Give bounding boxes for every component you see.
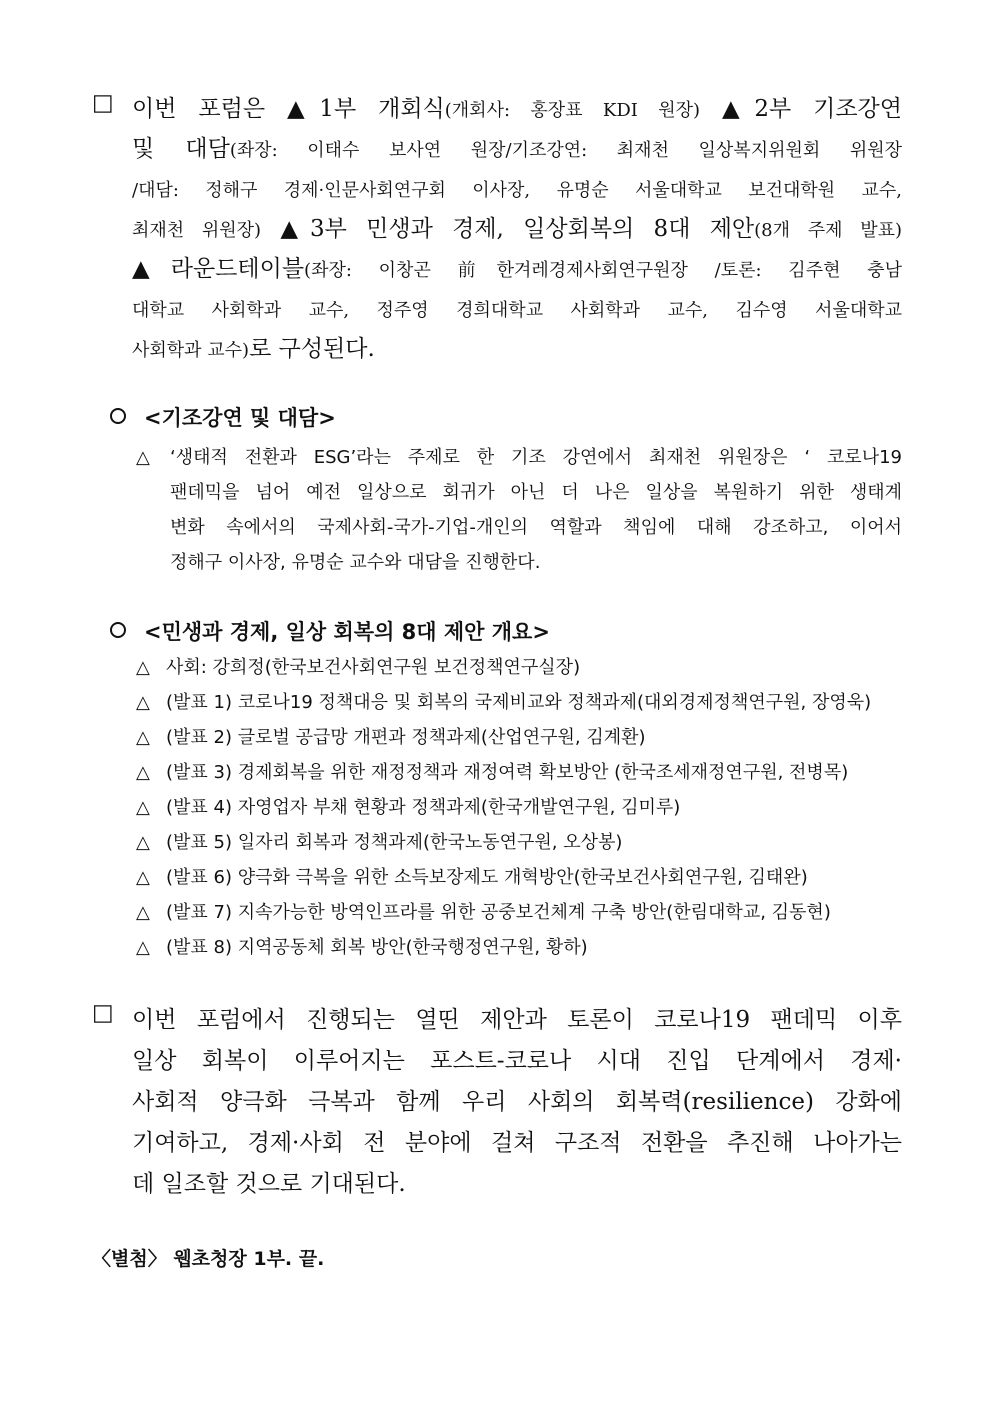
paragraph-line: /대담: 정해구 경제·인문사회연구회 이사장, 유명순 서울대학교 보건대학원 교수,: [132, 180, 902, 201]
paragraph-line: 사회학과 교수)로 구성된다.: [132, 336, 375, 362]
list-item: △ (발표 3) 경제회복을 위한 재정정책과 재정여력 확보방안 (한국조세재정연구원, 전병목): [136, 755, 902, 790]
triangle-bullet-icon: △: [136, 692, 150, 713]
circle-bullet-icon: [110, 622, 126, 638]
paragraph-line: 이번 포럼은 ▲1부 개회식(개회사: 홍장표 KDI 원장) ▲2부 기조강연: [132, 96, 902, 122]
triangle-bullet-icon: △: [136, 727, 150, 748]
keynote-heading: <기조강연 및 대담>: [110, 402, 336, 432]
paragraph-line: 팬데믹을 넘어 예전 일상으로 회귀가 아닌 더 나은 일상을 복원하기 위한 생태계: [170, 482, 902, 503]
expectation-paragraph: [92, 1000, 902, 1205]
list-item: △ (발표 4) 자영업자 부채 현황과 정책과제(한국개발연구원, 김미루): [136, 790, 902, 825]
list-item: △ 사회: 강희정(한국보건사회연구원 보건정책연구실장): [136, 650, 902, 685]
triangle-bullet-icon: △: [136, 867, 150, 888]
forum-program-paragraph: [92, 90, 902, 370]
paragraph-line: 최재천 위원장) ▲3부 민생과 경제, 일상회복의 8대 제안(8개 주제 발표): [132, 216, 902, 242]
paragraph-line: 정해구 이사장, 유명순 교수와 대담을 진행한다.: [170, 552, 541, 573]
keynote-paragraph: [136, 440, 902, 580]
attachment-note: 〈별첨〉 웹초청장 1부. 끝.: [92, 1248, 325, 1270]
paragraph-line: 사회적 양극화 극복과 함께 우리 사회의 회복력(resilience) 강화에: [132, 1089, 902, 1115]
list-item: △ (발표 5) 일자리 회복과 정책과제(한국노동연구원, 오상봉): [136, 825, 902, 860]
paragraph-line: ▲라운드테이블(좌장: 이창곤 前한겨레경제사회연구원장 /토론: 김주현 충남: [132, 256, 903, 282]
triangle-bullet-icon: △: [136, 762, 150, 783]
list-item: △ (발표 8) 지역공동체 회복 방안(한국행정연구원, 황하): [136, 930, 902, 965]
triangle-bullet-icon: △: [136, 657, 150, 678]
list-item: △ (발표 6) 양극화 극복을 위한 소득보장제도 개혁방안(한국보건사회연구원, 김태완): [136, 860, 902, 895]
triangle-bullet-icon: △: [136, 902, 150, 923]
list-item: △ (발표 2) 글로벌 공급망 개편과 정책과제(산업연구원, 김계환): [136, 720, 902, 755]
list-item: △ (발표 7) 지속가능한 방역인프라를 위한 공중보건체계 구축 방안(한림대학교, 김동현): [136, 895, 902, 930]
proposals-list: [136, 650, 902, 965]
triangle-bullet-icon: △: [136, 797, 150, 818]
list-item: △ (발표 1) 코로나19 정책대응 및 회복의 국제비교와 정책과제(대외경제정책연구원, 장영욱): [136, 685, 902, 720]
triangle-bullet-icon: △: [136, 447, 150, 468]
paragraph-line: 데 일조할 것으로 기대된다.: [132, 1171, 406, 1197]
proposals-heading: <민생과 경제, 일상 회복의 8대 제안 개요>: [110, 616, 550, 646]
paragraph-line: 이번 포럼에서 진행되는 열띤 제안과 토론이 코로나19 팬데믹 이후: [132, 1007, 902, 1033]
paragraph-line: ‘생태적 전환과 ESG’라는 주제로 한 기조 강연에서 최재천 위원장은 ‘ 코로나19: [170, 447, 902, 468]
paragraph-line: 대학교 사회학과 교수, 정주영 경희대학교 사회학과 교수, 김수영 서울대학교: [132, 300, 902, 321]
square-bullet-icon: □: [92, 90, 114, 116]
paragraph-line: 일상 회복이 이루어지는 포스트-코로나 시대 진입 단계에서 경제·: [132, 1048, 902, 1074]
paragraph-line: 및 대담(좌장: 이태수 보사연 원장/기조강연: 최재천 일상복지위원회 위원장: [132, 136, 902, 162]
paragraph-line: 변화 속에서의 국제사회-국가-기업-개인의 역할과 책임에 대해 강조하고, 이어서: [170, 517, 902, 538]
triangle-bullet-icon: △: [136, 937, 150, 958]
triangle-bullet-icon: △: [136, 832, 150, 853]
square-bullet-icon: □: [92, 1000, 114, 1026]
paragraph-line: 기여하고, 경제·사회 전 분야에 걸쳐 구조적 전환을 추진해 나아가는: [132, 1130, 902, 1156]
circle-bullet-icon: [110, 408, 126, 424]
